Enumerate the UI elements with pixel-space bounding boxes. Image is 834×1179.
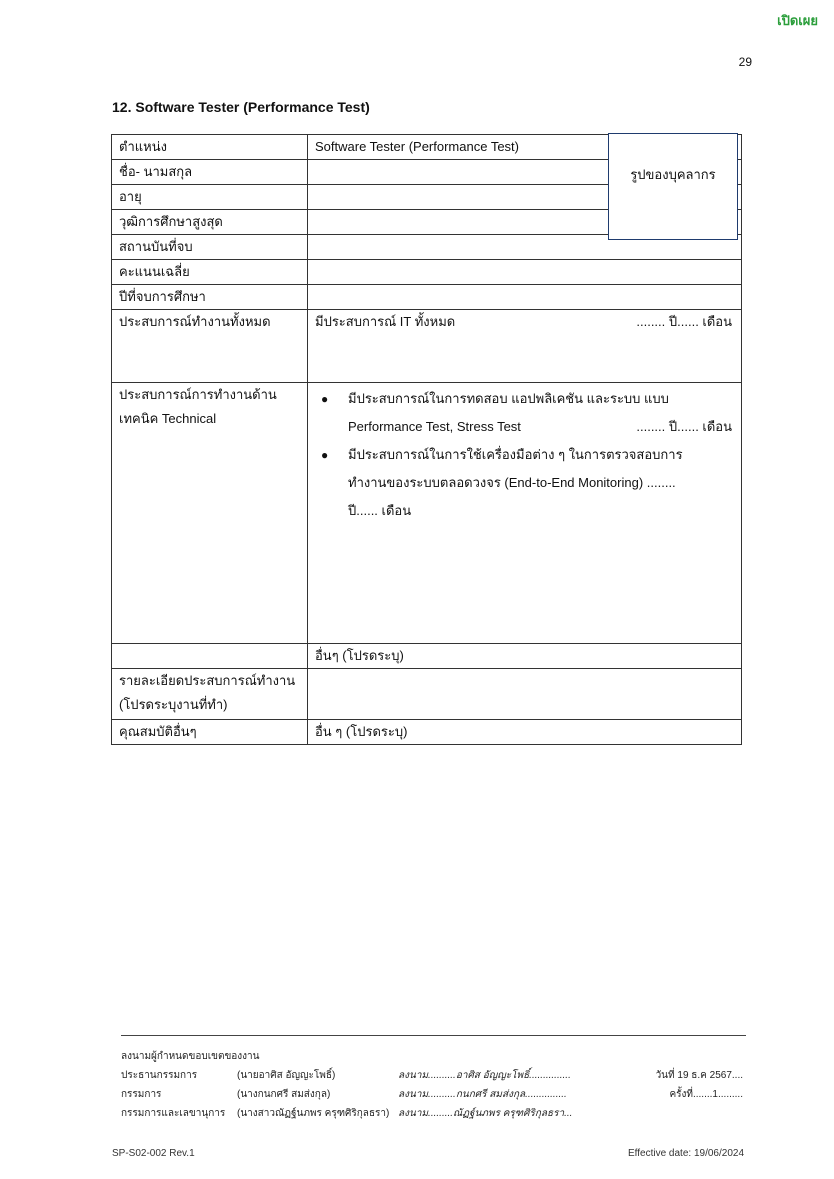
effective-date: Effective date: 19/06/2024 bbox=[627, 1148, 744, 1159]
signature-row bbox=[121, 1104, 746, 1123]
work-detail-label-line1: รายละเอียดประสบการณ์ทำงาน bbox=[119, 673, 296, 688]
signature-date: วันที่ 19 ธ.ค 2567.... bbox=[655, 1070, 743, 1081]
experience-value-cell[interactable] bbox=[308, 310, 742, 383]
signature-name: (นางสาวณัฏฐ์นภพร ครุฑศิริกุลธรา) bbox=[237, 1108, 390, 1119]
personnel-photo-box[interactable] bbox=[608, 133, 738, 240]
signature-name: (นางกนกศรี สมส่งกุล) bbox=[237, 1089, 331, 1100]
work-detail-label-cell bbox=[112, 669, 308, 720]
classification-badge: เปิดเผย bbox=[777, 13, 818, 28]
technical-value-cell[interactable] bbox=[308, 383, 742, 644]
other-row bbox=[112, 644, 742, 669]
list-item bbox=[315, 441, 734, 525]
work-detail-label-line2: (โปรดระบุงานที่ทำ) bbox=[119, 697, 228, 712]
signature-role: ประธานกรรมการ bbox=[121, 1070, 198, 1081]
technical-label-line2: เทคนิค Technical bbox=[119, 411, 217, 426]
footer-divider bbox=[121, 1035, 746, 1036]
signature-name: (นายอาศิส อัญญะโพธิ์) bbox=[237, 1070, 336, 1081]
bullet-line2: ทำงานของระบบตลอดวงจร (End-to-End Monitoring) ........ bbox=[348, 475, 676, 490]
bullet-icon: ● bbox=[321, 392, 329, 406]
signature-sign: ลงนาม.........ณัฏฐ์นภพร ครุฑศิริกุลธรา... bbox=[398, 1108, 573, 1119]
bullet-line2: Performance Test, Stress Test bbox=[348, 419, 521, 434]
bullet-line3: ปี...... เดือน bbox=[348, 503, 412, 518]
bullet-line1: มีประสบการณ์ในการใช้เครื่องมือต่าง ๆ ในการตรวจสอบการ bbox=[348, 447, 683, 462]
qualification-value[interactable]: อื่น ๆ (โปรดระบุ) bbox=[308, 720, 742, 745]
row-label: วุฒิการศึกษาสูงสุด bbox=[112, 210, 308, 235]
experience-row bbox=[112, 310, 742, 383]
signature-revision: ครั้งที่.......1......... bbox=[669, 1089, 743, 1100]
row-value[interactable]: Software Tester (Performance Test) bbox=[308, 135, 742, 160]
experience-label: ประสบการณ์ทำงานทั้งหมด bbox=[112, 310, 308, 383]
technical-label-cell bbox=[112, 383, 308, 644]
experience-duration: ........ ปี...... เดือน bbox=[636, 314, 732, 329]
row-label: ชื่อ- นามสกุล bbox=[112, 160, 308, 185]
signature-sign: ลงนาม..........กนกศรี สมส่งกุล............... bbox=[398, 1089, 567, 1100]
bullet-line1: มีประสบการณ์ในการทดสอบ แอปพลิเคชัน และระบบ แบบ bbox=[348, 391, 669, 406]
signature-role: กรรมการ bbox=[121, 1089, 162, 1100]
document-code: SP-S02-002 Rev.1 bbox=[112, 1148, 195, 1159]
page-number: 29 bbox=[738, 55, 752, 69]
row-label: สถานบันที่จบ bbox=[112, 235, 308, 260]
row-label: อายุ bbox=[112, 185, 308, 210]
technical-bullet-list bbox=[315, 385, 734, 525]
work-detail-row bbox=[112, 669, 742, 720]
other-value[interactable]: อื่นๆ (โปรดระบุ) bbox=[308, 644, 742, 669]
work-detail-value[interactable] bbox=[308, 669, 742, 720]
row-value[interactable] bbox=[308, 285, 742, 310]
other-label bbox=[112, 644, 308, 669]
section-title: 12. Software Tester (Performance Test) bbox=[112, 99, 370, 115]
signature-heading: ลงนามผู้กำหนดขอบเขตของงาน bbox=[121, 1051, 260, 1062]
qualification-label: คุณสมบัติอื่นๆ bbox=[112, 720, 308, 745]
signature-block bbox=[121, 1048, 746, 1123]
row-label: ปีที่จบการศึกษา bbox=[112, 285, 308, 310]
experience-value: มีประสบการณ์ IT ทั้งหมด bbox=[315, 314, 456, 329]
qualification-row bbox=[112, 720, 742, 745]
signature-sign: ลงนาม..........อาศิส อัญญะโพธิ์............... bbox=[398, 1070, 571, 1081]
table-row bbox=[112, 285, 742, 310]
technical-experience-row bbox=[112, 383, 742, 644]
photo-label: รูปของบุคลากร bbox=[630, 167, 716, 182]
list-item bbox=[315, 385, 734, 441]
technical-label-line1: ประสบการณ์การทำงานด้าน bbox=[119, 387, 277, 402]
row-value[interactable] bbox=[308, 260, 742, 285]
signature-row bbox=[121, 1066, 746, 1085]
signature-row bbox=[121, 1085, 746, 1104]
bullet-duration: ........ ปี...... เดือน bbox=[636, 419, 732, 434]
signature-role: กรรมการและเลขานุการ bbox=[121, 1108, 226, 1119]
row-label: ตำแหน่ง bbox=[112, 135, 308, 160]
row-label: คะแนนเฉลี่ย bbox=[112, 260, 308, 285]
bullet-icon: ● bbox=[321, 448, 329, 462]
table-row bbox=[112, 260, 742, 285]
